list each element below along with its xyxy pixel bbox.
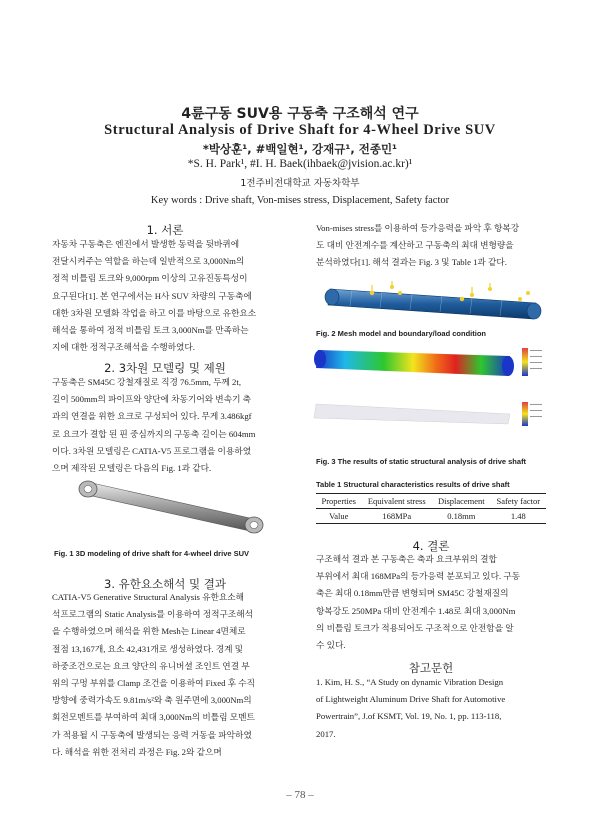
table-cell: 168MPa [382,511,412,521]
section-3-continued-body: Von-mises stress를 이용하여 등가응력을 파악 후 항복강 도 대비 안전계수를 계산하고 구동축의 최대 변형량을 분석하였다[1]. 해석 결과는 Fig. 3 및 Table 1과 같다. [316,223,520,268]
table-cell: 0.18mm [447,511,476,521]
table-1 [316,493,546,524]
section-2-heading: 2. 3차원 모델링 및 제원 [104,361,226,375]
table-1-header-row [316,494,546,509]
figure-2-caption: Fig. 2 Mesh model and boundary/load condition [316,329,487,338]
page-number: – 78 – [286,789,314,801]
section-1-body: 자동차 구동축은 엔진에서 발생한 동력을 뒷바퀴에 전달시켜주는 역할을 하는데 일반적으로 3,000Nm의 정적 비틀림 토크와 9,000rpm 이상의 고유진동특성이 요구된다[1]. 본 연구에서는 H사 SUV 차량의 구동축에 대한 3차원 모델화 작업을 하고 이를 바탕으로 유한요소 해석을 통하여 정적 비틀림 토크 3,000Nm를 만족하는 지에 대한 정적구조해석을 수행하였다. [52,239,257,353]
table-row [316,509,546,524]
authors-korean: *박상훈¹, #백일현¹, 강재규¹, 전종민¹ [202,142,398,156]
figure-3-stress-contour [312,342,548,452]
paper-title-korean: 4륜구동 SUV용 구동축 구조해석 연구 [181,106,419,122]
table-cell: Value [329,511,349,521]
table-cell: 1.48 [510,511,526,521]
section-2-body: 구동축은 SM45C 강철재질로 직경 76.5mm, 두께 2t, 길이 500mm의 파이프와 양단에 차동기어와 변속기 축 과의 연결을 위한 요크로 구성되어 있다. 무게 3.486kgf 로 요크가 결합 된 핀 중심까지의 구동축 길이는 604mm 이다. 3차원 모델링은 CATIA-V5 프로그램을 이용하였 으며 제작된 모델링은 다음의 Fig. 1과 같다. [52,377,256,474]
figure-3-caption: Fig. 3 The results of static structural analysis of drive shaft [316,457,527,466]
affiliation: 1전주비전대학교 자동차학부 [240,178,360,189]
table-1-caption: Table 1 Structural characteristics results of drive shaft [316,480,510,489]
section-4-heading: 4. 결론 [412,539,450,553]
figure-1-drive-shaft-model [70,475,270,537]
paper-title-english: Structural Analysis of Drive Shaft for 4-Wheel Drive SUV [104,122,496,138]
figure-1-caption: Fig. 1 3D modeling of drive shaft for 4-wheel drive SUV [54,549,250,558]
section-1-heading: 1. 서론 [146,223,184,237]
figure-2-mesh-model [322,279,544,325]
section-3-body: CATIA-V5 Generative Structural Analysis 유한요소해 석프로그램의 Static Analysis를 이용하여 정적구조해석 을 수행하였으며 해석을 위한 Mesh는 Linear 4면체로 절점 13,167개, 요소 42,431개로 생성하였다. 경계 및 하중조건으로는 요크 양단의 유니버셜 조인트 연결 부 위의 구멍 부위를 Clamp 조건을 이용하여 Fixed 후 수직 방향에 중력가속도 9.81m/s²와 축 원주면에 3,000Nm의 회전모멘트를 부여하여 최대 3,000Nm의 비틀림 모멘트 가 적용될 시 구동축에 발생되는 응력 거동을 파악하였 다. 해석을 위한 전처리 과정은 Fig. 2와 같으며 [52,592,255,757]
table-header-cell: Properties [321,496,356,506]
section-4-body: 구조해석 결과 본 구동축은 축과 요크부위의 결합 부위에서 최대 168MPa의 등가응력 분포되고 있다. 구동 축은 최대 0.18mm만큼 변형되며 SM45C 강철재질의 항복강도 250MPa 대비 안전계수 1.48로 최대 3,000Nm 의 비틀림 토크가 적용되어도 구조적으로 안전함을 알 수 있다. [316,554,521,651]
section-3-heading: 3. 유한요소해석 및 결과 [104,577,226,591]
table-header-cell: Safety factor [496,496,541,506]
table-header-cell: Equivalent stress [367,496,426,506]
references-heading: 참고문헌 [408,661,454,675]
keywords: Key words : Drive shaft, Von-mises stress, Displacement, Safety factor [150,195,450,206]
reference-1: 1. Kim, H. S., “A Study on dynamic Vibration Design of Lightweight Aluminum Drive Shaft for Automotive Powertrain”, J.of KSMT, Vol. 19, No. 1, pp. 113-118, 2017. [316,677,506,739]
authors-english: *S. H. Park¹, #I. H. Baek(ihbaek@jvision.ac.kr)¹ [187,158,413,170]
table-header-cell: Displacement [437,496,485,506]
